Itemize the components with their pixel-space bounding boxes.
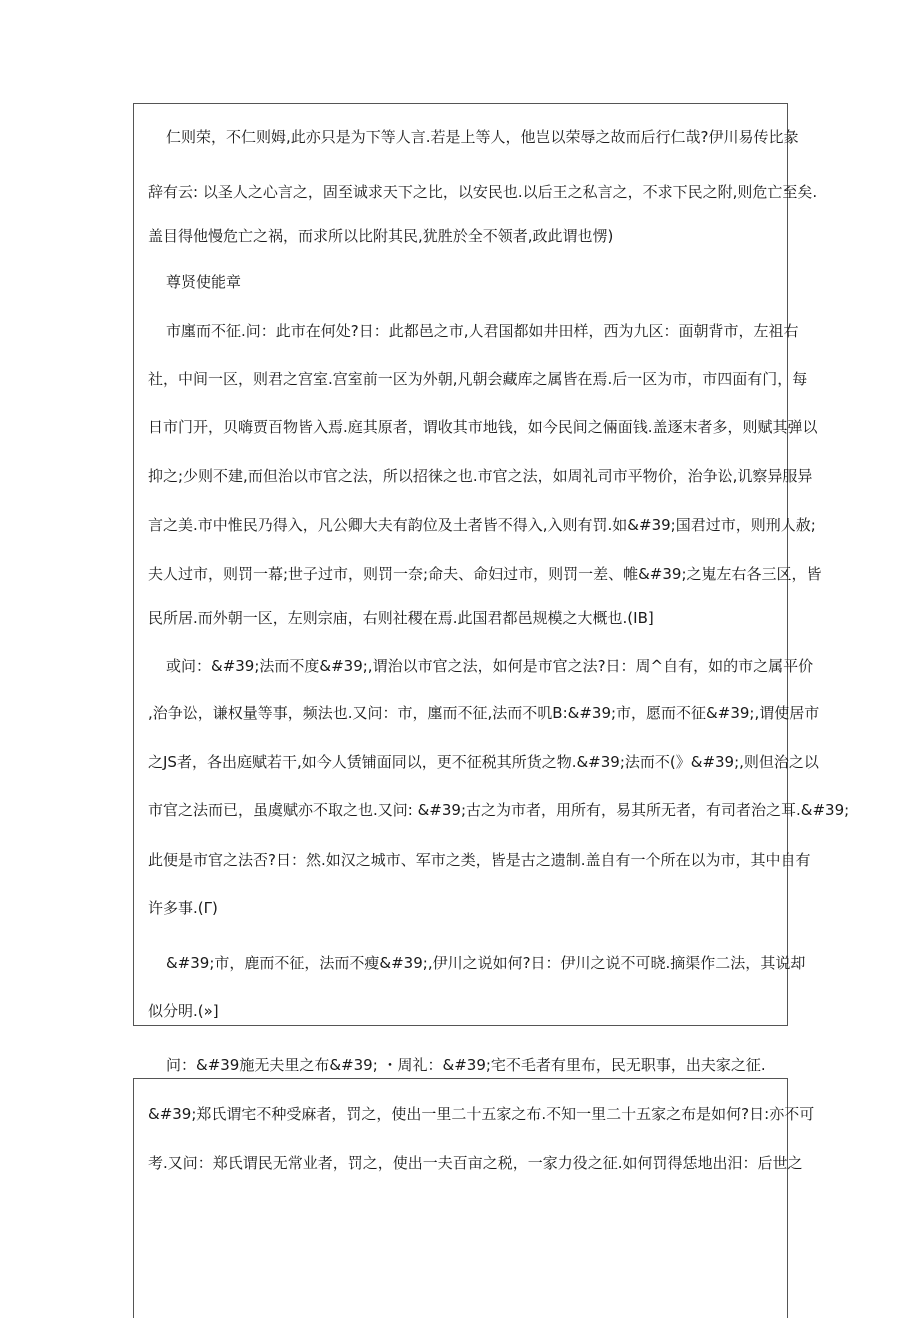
paragraph-line: 仁则荣，不仁则姆,此亦只是为下等人言.若是上等人，他岂以荣辱之故而后行仁哉?伊川易传比彖 [166,128,799,146]
paragraph-line: 辞有云: 以圣人之心言之，固至诚求天下之比，以安民也.以后王之私言之，不求下民之附,则危亡至矣. [148,183,818,201]
paragraph-line: 盖目得他慢危亡之祸，而求所以比附其民,犹胜於全不领者,政此谓也愣) [148,227,614,245]
paragraph-line: 考.又问：郑氏谓民无常业者，罚之，使出一夫百亩之税，一家力役之征.如何罚得恁地出汨：后世之 [148,1154,803,1172]
paragraph-line: 抑之;少则不建,而但治以市官之法，所以招徕之也.市官之法，如周礼司市平物价，治争讼,讥察异服异 [148,467,813,485]
paragraph-line: 之JS者，各出庭赋若干,如今人赁铺面同以，更不征税其所货之物.&#39;法而不(》&#39;,则但治之以 [148,753,819,771]
paragraph-line: &#39;郑氏谓宅不种受麻者，罚之，使出一里二十五家之布.不知一里二十五家之布是如何?日:亦不可 [148,1105,815,1123]
paragraph-line: 问：&#39施无夫里之布&#39; ・周礼：&#39;宅不毛者有里布，民无职事，出夫家之征. [166,1056,766,1074]
paragraph-line: 似分明.(»] [148,1002,219,1020]
chapter-title: 尊贤使能章 [166,273,242,291]
paragraph-line: 此便是市官之法否?日：然.如汉之城市、军市之类，皆是古之遗制.盖自有一个所在以为市，其中自有 [148,851,811,869]
paragraph-line: 社，中间一区，则君之宫室.宫室前一区为外朝,凡朝会藏库之属皆在焉.后一区为市，市四面有门，每 [148,370,808,388]
paragraph-line: 言之美.市中惟民乃得入，凡公卿大夫有韵位及土者皆不得入,入则有罚.如&#39;国君过市，则刑人赦; [148,516,816,534]
paragraph-line: 夫人过市，则罚一幕;世子过市，则罚一奈;命夫、命妇过市，则罚一差、帷&#39;之嵬左右各三区，皆 [148,565,822,583]
paragraph-line: 市官之法而已，虽虞赋亦不取之也.又问: &#39;古之为市者，用所有，易其所无者，有司者治之耳.&#39; [148,801,850,819]
paragraph-line: 市廛而不征.问：此市在何处?日：此都邑之市,人君国都如井田样，西为九区：面朝背市，左祖右 [166,322,799,340]
paragraph-line: 许多事.(Γ) [148,899,218,917]
paragraph-line: 日市门开，贝嗨贾百物皆入焉.庭其原者，谓收其市地钱，如今民间之倆面钱.盖逐末者多，则赋其弹以 [148,418,818,436]
paragraph-line: 或问：&#39;法而不度&#39;,谓治以市官之法，如何是市官之法?日：周^自有，如的市之属平价 [166,657,814,675]
paragraph-line: &#39;市，鹿而不征，法而不瘦&#39;,伊川之说如何?日：伊川之说不可晓.摘渠作二法，其说却 [166,954,806,972]
paragraph-line: 民所居.而外朝一区，左则宗庙，右则社稷在焉.此国君都邑规模之大概也.(IB] [148,609,654,627]
paragraph-line: ,治争讼，谦权量等事，频法也.又问：市，廛而不征,法而不叽B:&#39;市，愿而不征&#39;,谓使居市 [148,704,820,722]
